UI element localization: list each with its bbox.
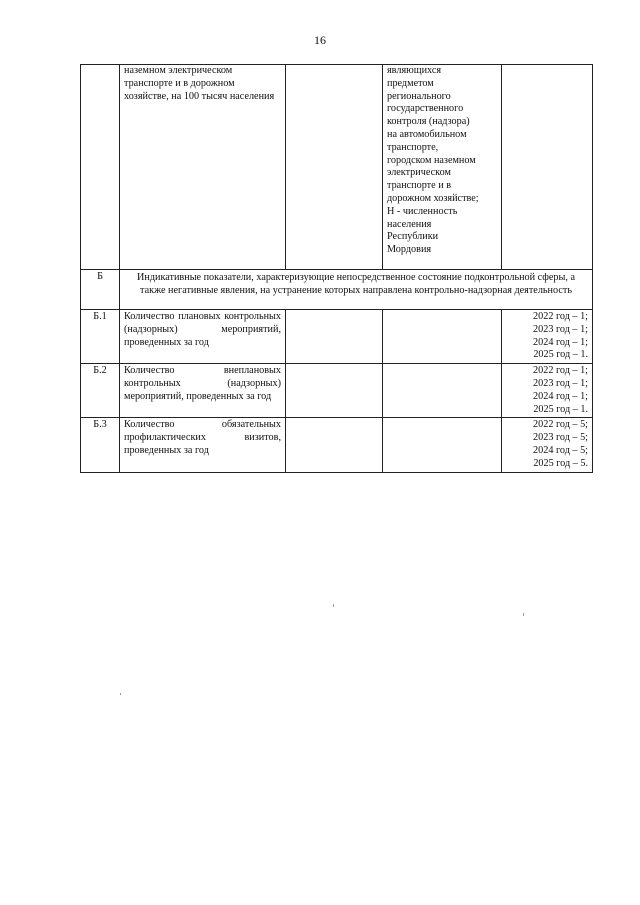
formula-line: Н - численность <box>387 205 458 217</box>
formula-line: транспорте, <box>387 141 439 153</box>
scan-speck <box>523 613 524 616</box>
row-code: Б.2 <box>81 364 120 418</box>
cont-formula-description <box>383 65 502 270</box>
target-value: 2024 год – 1; <box>533 390 588 402</box>
formula-line: дорожном хозяйстве; <box>387 192 479 204</box>
target-value: 2022 год – 1; <box>533 311 588 322</box>
section-code: Б <box>81 270 120 310</box>
cont-empty-cell <box>286 65 383 270</box>
target-value: 2023 год – 1; <box>533 323 588 335</box>
target-value: 2025 год – 1. <box>533 403 588 415</box>
target-value: 2024 год – 5; <box>533 444 588 456</box>
page-number: 16 <box>314 33 326 47</box>
target-value: 2023 год – 1; <box>533 377 588 389</box>
target-value: 2022 год – 1; <box>533 365 588 377</box>
table-row <box>81 364 593 418</box>
formula-line: транспорте и в <box>387 180 452 192</box>
row-target-values <box>502 418 593 472</box>
cont-values-cell <box>502 65 593 270</box>
formula-line: предметом <box>387 77 434 89</box>
table-row <box>81 418 593 472</box>
indicators-table <box>80 64 593 473</box>
formula-line: контроля (надзора) <box>387 116 470 128</box>
formula-line: электрическом <box>387 167 451 179</box>
formula-line: Республики <box>387 231 439 243</box>
formula-line: регионального <box>387 90 451 102</box>
formula-line: Мордовия <box>387 244 432 256</box>
row-empty-cell <box>286 310 383 364</box>
row-empty-cell <box>383 418 502 472</box>
formula-line: являющихся <box>387 65 442 76</box>
row-code: Б.3 <box>81 418 120 472</box>
section-title: Индикативные показатели, характеризующие непосредственное состояние подконтрольной сферы, а также негативные явления, на устранение которых направлена контрольно-надзорная деятельность <box>120 270 593 310</box>
target-value: 2025 год – 1. <box>533 349 588 361</box>
cont-code-cell <box>81 65 120 270</box>
formula-line: городском наземном <box>387 154 476 166</box>
table-row <box>81 310 593 364</box>
formula-line: населения <box>387 218 432 230</box>
target-value: 2022 год – 5; <box>533 419 588 431</box>
scan-speck <box>333 604 334 607</box>
target-value: 2023 год – 5; <box>533 432 588 444</box>
row-target-values <box>502 310 593 364</box>
formula-line: государственного <box>387 103 464 115</box>
row-empty-cell <box>286 364 383 418</box>
row-empty-cell <box>286 418 383 472</box>
row-code: Б.1 <box>81 310 120 364</box>
section-header-row <box>81 270 593 310</box>
continuation-row <box>81 65 593 270</box>
row-target-values <box>502 364 593 418</box>
row-empty-cell <box>383 310 502 364</box>
row-indicator-name: Количество обязательных профилактических визитов, проведенных за год <box>120 418 286 472</box>
scan-speck <box>120 693 121 695</box>
row-indicator-name: Количество внеплановых контрольных (надзорных) мероприятий, проведенных за год <box>120 364 286 418</box>
target-value: 2025 год – 5. <box>533 457 588 469</box>
row-empty-cell <box>383 364 502 418</box>
target-value: 2024 год – 1; <box>533 336 588 348</box>
formula-line: на автомобильном <box>387 128 467 140</box>
row-indicator-name: Количество плановых контрольных (надзорных) мероприятий, проведенных за год <box>120 310 286 364</box>
cont-indicator-name: наземном электрическом транспорте и в дорожном хозяйстве, на 100 тысяч населения <box>120 65 286 270</box>
